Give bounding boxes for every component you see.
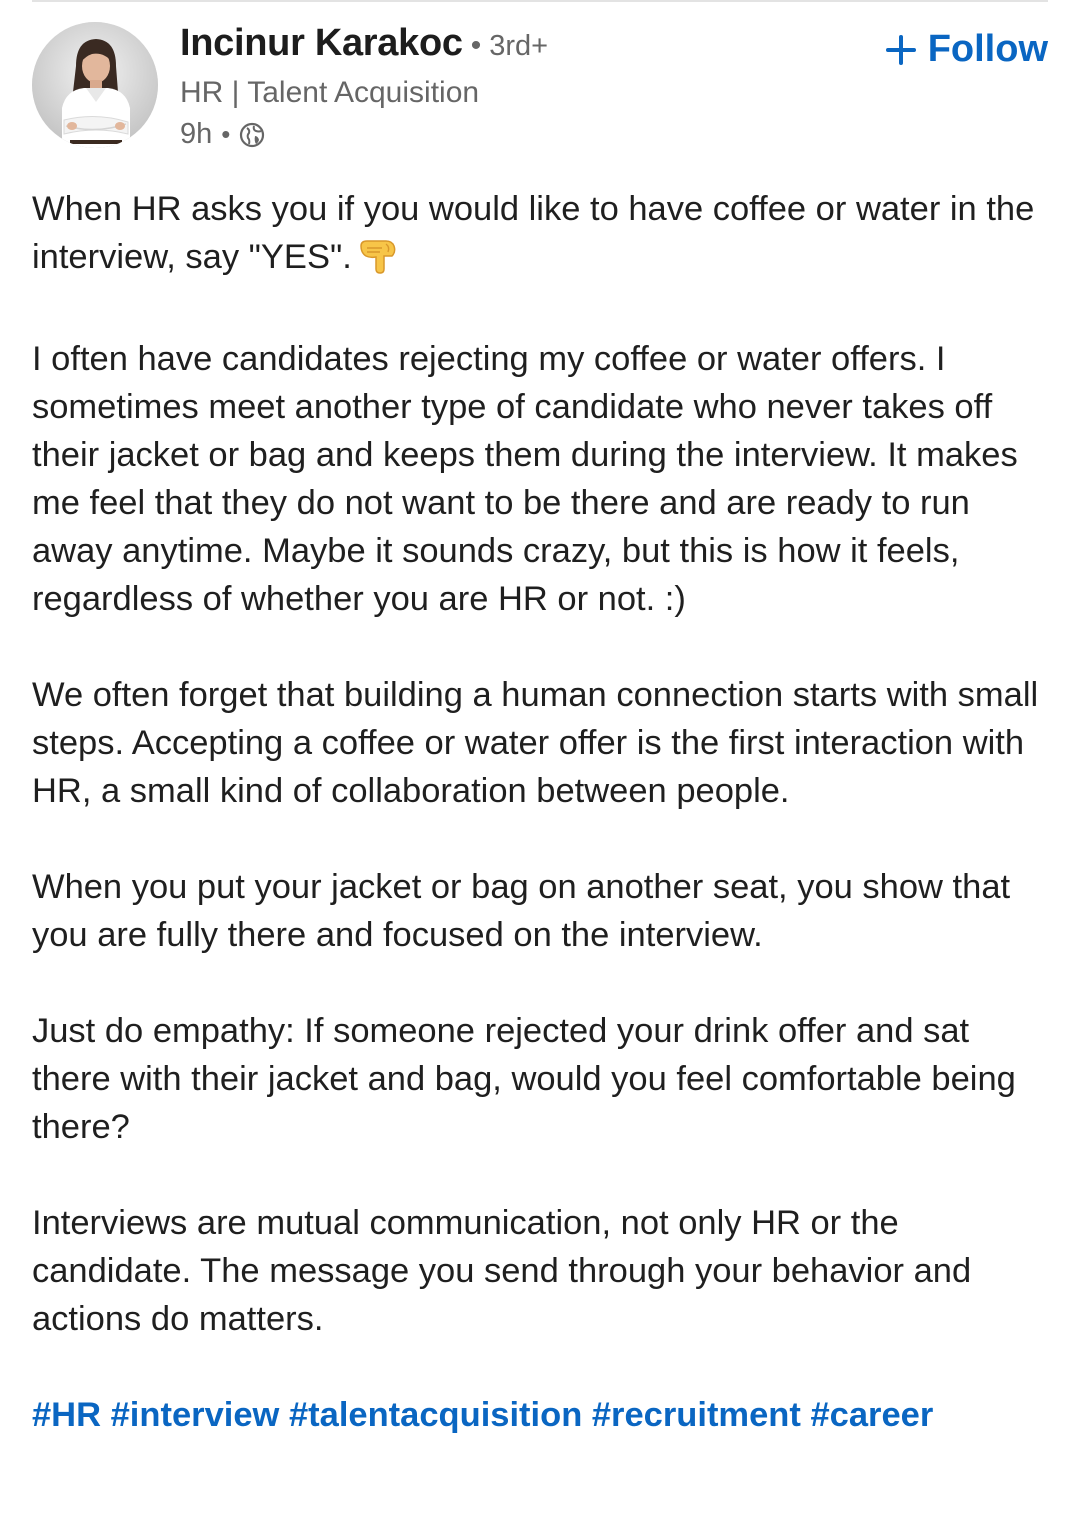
plus-icon [884, 33, 918, 67]
hashtag-link[interactable]: #talentacquisition [288, 1396, 583, 1434]
post-meta [180, 118, 548, 151]
author-name[interactable]: Incinur Karakoc [180, 22, 463, 64]
post-paragraph: When you put your jacket or bag on another seat, you show that you are fully there and focused on the interview. [32, 868, 1011, 954]
follow-label: Follow [927, 28, 1048, 70]
hashtag-link[interactable]: #career [810, 1396, 934, 1434]
post-paragraph: Interviews are mutual communication, not only HR or the candidate. The message you send through your behavior and actions do matters. [32, 1204, 972, 1338]
hashtag-link[interactable]: #HR [32, 1396, 102, 1434]
author-headline: HR | Talent Acquisition [180, 76, 480, 109]
author-avatar[interactable] [32, 22, 158, 148]
follow-button[interactable] [884, 28, 1048, 71]
post-header [32, 22, 1048, 152]
top-divider [32, 0, 1048, 2]
hashtag-link[interactable]: #interview [110, 1396, 280, 1434]
author-info [180, 22, 548, 151]
backhand-index-pointing-down-icon [358, 236, 398, 287]
post-paragraph-text: When HR asks you if you would like to have coffee or water in the interview, say "YES". [32, 190, 1035, 276]
globe-icon [239, 122, 265, 148]
separator-dot: • [221, 119, 231, 149]
post-time: 9h [180, 118, 213, 150]
separator-dot: • [470, 29, 482, 62]
hashtag-list [32, 1391, 1052, 1439]
post-paragraph [32, 185, 1052, 287]
hashtag-link[interactable]: #recruitment [591, 1396, 801, 1434]
author-name-line [180, 22, 548, 74]
connection-degree: 3rd+ [489, 30, 549, 62]
post-paragraph: I often have candidates rejecting my coffee or water offers. I sometimes meet another type of candidate who never takes off their jacket or bag and keeps them during the interview. It makes me feel that they do not want to be there and are ready to run away anytime. Maybe it sounds crazy, but this is how it feels, regardless of whether you are HR or not. :) [32, 340, 1018, 618]
profile-photo-icon [32, 22, 158, 148]
post-paragraph: Just do empathy: If someone rejected your drink offer and sat there with their jacket and bag, would you feel comfortable being there? [32, 1012, 1016, 1146]
post-body [32, 185, 1052, 1487]
post-paragraph: We often forget that building a human connection starts with small steps. Accepting a coffee or water offer is the first interaction with HR, a small kind of collaboration between people. [32, 676, 1039, 810]
